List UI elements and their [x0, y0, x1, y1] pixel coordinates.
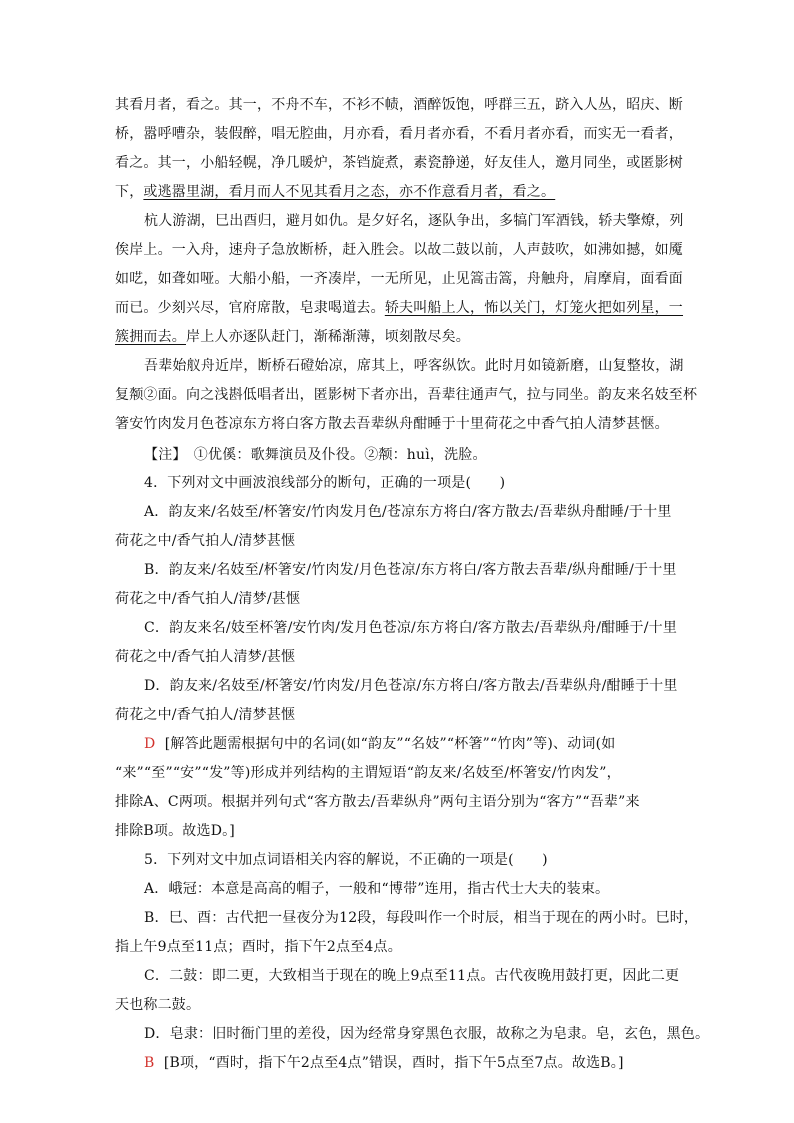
passage-text: 岸上人亦逐队赶门，渐稀渐薄，顷刻散尽矣。	[186, 329, 470, 345]
q4-option-d-cont: 荷花之中/香气拍人/清梦甚惬	[115, 707, 296, 723]
underlined-sentence: 轿夫叫船上人，怖以关门，灯笼火把如列星，一	[384, 300, 684, 316]
answer-explanation: 排除A、C两项。根据并列句式“客方散去/吾辈纵舟”两句主语分别为“客方”“吾辈”来	[115, 794, 640, 810]
q5-option-b: B．巳、酉：古代把一昼夜分为12段，每段叫作一个时辰，相当于现在的两小时。巳时，	[144, 910, 699, 926]
question-4-stem: 4．下列对文中画波浪线部分的断句，正确的一项是( )	[144, 475, 506, 491]
passage-line: 箸安竹肉发月色苍凉东方将白客方散去吾辈纵舟酣睡于十里荷花之中香气拍人清梦甚惬。	[115, 416, 669, 432]
passage-text: 下，	[115, 184, 144, 200]
answer-letter: B	[144, 1055, 155, 1071]
answer-explanation: “来”“至”“安”“发”等)形成并列结构的主谓短语“韵友来/名妓至/杯箸安/竹肉发”，	[115, 765, 621, 781]
q4-answer	[144, 735, 680, 753]
q5-answer	[144, 1054, 680, 1072]
passage-line: 桥，嚣呼嘈杂，装假醉，唱无腔曲，月亦看，看月者亦看，不看月者亦看，而实无一看者，	[115, 126, 683, 142]
q5-option-c-cont: 天也称二鼓。	[115, 997, 201, 1013]
question-5-stem: 5．下列对文中加点词语相关内容的解说，不正确的一项是( )	[144, 852, 548, 868]
q4-option-a: A．韵友来/名妓至/杯箸安/竹肉发月色/苍凉东方将白/客方散去/吾辈纵舟酣睡/于十里	[144, 504, 672, 520]
passage-line	[115, 328, 680, 346]
passage-line: 如呓，如聋如哑。大船小船，一齐凑岸，一无所见，止见篙击篙，舟触舟，肩摩肩，面看面	[115, 271, 683, 287]
underlined-sentence: 或逃嚣里湖，看月而人不见其看月之态，亦不作意看月者，看之。	[143, 184, 556, 200]
q4-option-c: C．韵友来名/妓至杯箸/安竹肉/发月色苍凉/东方将白/客方散去/吾辈纵舟/酣睡于/十里	[144, 620, 678, 636]
answer-explanation: [B项，“酉时，指下午2点至4点”错误，酉时，指下午5点至7点。故选B。]	[163, 1055, 624, 1071]
q5-option-a: A．峨冠：本意是高高的帽子，一般和“博带”连用，指古代士大夫的装束。	[144, 881, 610, 897]
passage-line	[115, 299, 684, 317]
passage-line: 杭人游湖，巳出酉归，避月如仇。是夕好名，逐队争出，多犒门军酒钱，轿夫擎燎，列	[144, 213, 684, 229]
passage-line: 复颒②面。向之浅斟低唱者出，匿影树下者亦出，吾辈往通声气，拉与同坐。韵友来名妓至杯	[115, 387, 698, 403]
q4-option-d: D．韵友来/名妓至/杯箸安/竹肉发/月色苍凉/东方将白/客方散去/吾辈纵舟/酣睡于十里	[144, 678, 678, 694]
underlined-sentence: 簇拥而去。	[115, 329, 186, 345]
q4-option-a-cont: 荷花之中/香气拍人/清梦甚惬	[115, 533, 296, 549]
q4-option-b-cont: 荷花之中/香气拍人/清梦/甚惬	[115, 591, 301, 607]
answer-explanation: [解答此题需根据句中的名词(如“韵友”“名妓”“杯箸”“竹肉”等)、动词(如	[164, 736, 616, 752]
passage-line: 看之。其一，小船轻幌，净几暖炉，茶铛旋煮，素瓷静递，好友佳人，邀月同坐，或匿影树	[115, 155, 683, 171]
passage-line	[115, 183, 680, 201]
footnote: 【注】 ①优傒：歌舞演员及仆役。②颒：huì，洗脸。	[144, 447, 487, 463]
passage-line: 其看月者，看之。其一，不舟不车，不衫不帻，酒醉饭饱，呼群三五，跻入人丛，昭庆、断	[115, 97, 683, 113]
q5-option-d: D．皂隶：旧时衙门里的差役，因为经常身穿黑色衣服，故称之为皂隶。皂，玄色，黑色。	[144, 1026, 710, 1042]
answer-explanation: 排除B项。故选D。]	[115, 823, 235, 839]
passage-line: 吾辈始舣舟近岸，断桥石磴始凉，席其上，呼客纵饮。此时月如镜新磨，山复整妆，湖	[144, 358, 684, 374]
q4-option-b: B．韵友来/名妓至/杯箸安/竹肉发/月色苍凉/东方将白/客方散去吾辈/纵舟酣睡/于十里	[144, 562, 677, 578]
q5-option-b-cont: 指上午9点至11点；酉时，指下午2点至4点。	[115, 939, 402, 955]
passage-line: 俟岸上。一入舟，速舟子急放断桥，赶入胜会。以故二鼓以前，人声鼓吹，如沸如撼，如魇	[115, 242, 683, 258]
q5-option-c: C．二鼓：即二更，大致相当于现在的晚上9点至11点。古代夜晚用鼓打更，因此二更	[144, 968, 680, 984]
answer-letter: D	[144, 736, 156, 752]
passage-text: 而已。少刻兴尽，官府席散，皂隶喝道去。	[115, 300, 385, 316]
q4-option-c-cont: 荷花之中/香气拍人清梦/甚惬	[115, 649, 296, 665]
